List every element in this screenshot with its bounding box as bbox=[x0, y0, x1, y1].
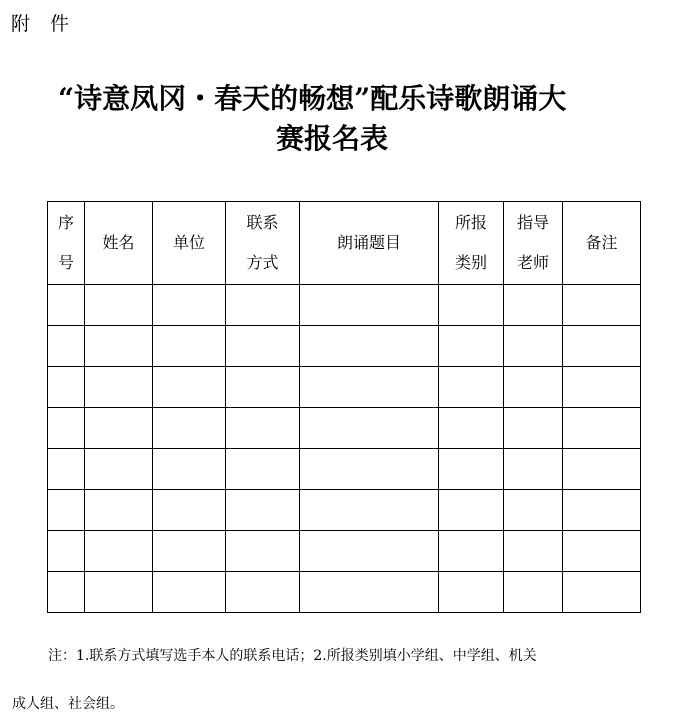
table-cell[interactable] bbox=[439, 326, 504, 367]
table-cell[interactable] bbox=[439, 367, 504, 408]
table-cell[interactable] bbox=[85, 531, 153, 572]
header-row bbox=[48, 202, 641, 285]
table-cell[interactable] bbox=[439, 490, 504, 531]
header-poem-title: 朗诵题目 bbox=[300, 202, 439, 285]
table-cell[interactable] bbox=[153, 490, 226, 531]
table-cell[interactable] bbox=[153, 531, 226, 572]
table-cell[interactable] bbox=[504, 285, 563, 326]
table-cell[interactable] bbox=[563, 326, 641, 367]
attachment-char-2: 件 bbox=[50, 13, 70, 35]
table-cell[interactable] bbox=[226, 572, 300, 613]
table-cell[interactable] bbox=[153, 572, 226, 613]
header-instructor: 指导 老师 bbox=[504, 202, 563, 285]
form-title-line-1: “诗意凤冈・春天的畅想”配乐诗歌朗诵大 bbox=[58, 82, 567, 115]
table-cell[interactable] bbox=[563, 572, 641, 613]
table-row bbox=[48, 285, 641, 326]
table-cell[interactable] bbox=[85, 367, 153, 408]
attachment-label bbox=[11, 9, 69, 36]
table-cell[interactable] bbox=[504, 367, 563, 408]
table-cell[interactable] bbox=[226, 408, 300, 449]
table-cell[interactable] bbox=[153, 408, 226, 449]
table-cell[interactable] bbox=[439, 408, 504, 449]
table-cell[interactable] bbox=[439, 572, 504, 613]
table-cell[interactable] bbox=[504, 490, 563, 531]
table-cell[interactable] bbox=[504, 531, 563, 572]
table-cell[interactable] bbox=[300, 531, 439, 572]
table-row bbox=[48, 572, 641, 613]
table-cell[interactable] bbox=[563, 285, 641, 326]
header-seq: 序 号 bbox=[48, 202, 85, 285]
table-cell[interactable] bbox=[439, 285, 504, 326]
table-cell[interactable] bbox=[226, 531, 300, 572]
table-cell[interactable] bbox=[48, 449, 85, 490]
table-cell[interactable] bbox=[85, 572, 153, 613]
table-cell[interactable] bbox=[300, 449, 439, 490]
table-cell[interactable] bbox=[226, 490, 300, 531]
table-cell[interactable] bbox=[153, 449, 226, 490]
table-cell[interactable] bbox=[226, 285, 300, 326]
table-cell[interactable] bbox=[563, 367, 641, 408]
table-cell[interactable] bbox=[439, 531, 504, 572]
table-cell[interactable] bbox=[300, 367, 439, 408]
table-cell[interactable] bbox=[85, 490, 153, 531]
table-cell[interactable] bbox=[153, 367, 226, 408]
footnote-line-1: 注：1.联系方式填写选手本人的联系电话；2.所报类别填小学组、中学组、机关 bbox=[48, 648, 537, 664]
table-cell[interactable] bbox=[153, 326, 226, 367]
table-cell[interactable] bbox=[226, 367, 300, 408]
table-row bbox=[48, 326, 641, 367]
table-cell[interactable] bbox=[226, 449, 300, 490]
table-cell[interactable] bbox=[85, 285, 153, 326]
table-cell[interactable] bbox=[48, 326, 85, 367]
table-row bbox=[48, 449, 641, 490]
table-cell[interactable] bbox=[300, 408, 439, 449]
table-cell[interactable] bbox=[563, 449, 641, 490]
table-row bbox=[48, 367, 641, 408]
table-cell[interactable] bbox=[85, 326, 153, 367]
table-cell[interactable] bbox=[226, 326, 300, 367]
table-cell[interactable] bbox=[504, 326, 563, 367]
table-cell[interactable] bbox=[300, 326, 439, 367]
header-name: 姓名 bbox=[85, 202, 153, 285]
table-cell[interactable] bbox=[85, 408, 153, 449]
table-cell[interactable] bbox=[504, 572, 563, 613]
header-unit: 单位 bbox=[153, 202, 226, 285]
attachment-char-1: 附 bbox=[11, 13, 31, 35]
table-cell[interactable] bbox=[563, 531, 641, 572]
header-remarks: 备注 bbox=[563, 202, 641, 285]
table-cell[interactable] bbox=[48, 490, 85, 531]
table-cell[interactable] bbox=[504, 408, 563, 449]
footnote bbox=[12, 632, 684, 728]
table-row bbox=[48, 531, 641, 572]
table-cell[interactable] bbox=[439, 449, 504, 490]
table-cell[interactable] bbox=[48, 572, 85, 613]
table-cell[interactable] bbox=[563, 408, 641, 449]
form-title-line-2: 赛报名表 bbox=[276, 122, 389, 155]
header-contact: 联系 方式 bbox=[226, 202, 300, 285]
table-cell[interactable] bbox=[153, 285, 226, 326]
table-cell[interactable] bbox=[504, 449, 563, 490]
table-cell[interactable] bbox=[48, 531, 85, 572]
table-cell[interactable] bbox=[48, 285, 85, 326]
table-cell[interactable] bbox=[48, 367, 85, 408]
table-cell[interactable] bbox=[85, 449, 153, 490]
table-row bbox=[48, 408, 641, 449]
table-cell[interactable] bbox=[300, 285, 439, 326]
table-cell[interactable] bbox=[48, 408, 85, 449]
table-row bbox=[48, 490, 641, 531]
registration-table bbox=[47, 201, 641, 613]
table-cell[interactable] bbox=[300, 572, 439, 613]
table-cell[interactable] bbox=[300, 490, 439, 531]
header-category: 所报 类别 bbox=[439, 202, 504, 285]
table-cell[interactable] bbox=[563, 490, 641, 531]
footnote-line-2: 成人组、社会组。 bbox=[12, 696, 124, 712]
